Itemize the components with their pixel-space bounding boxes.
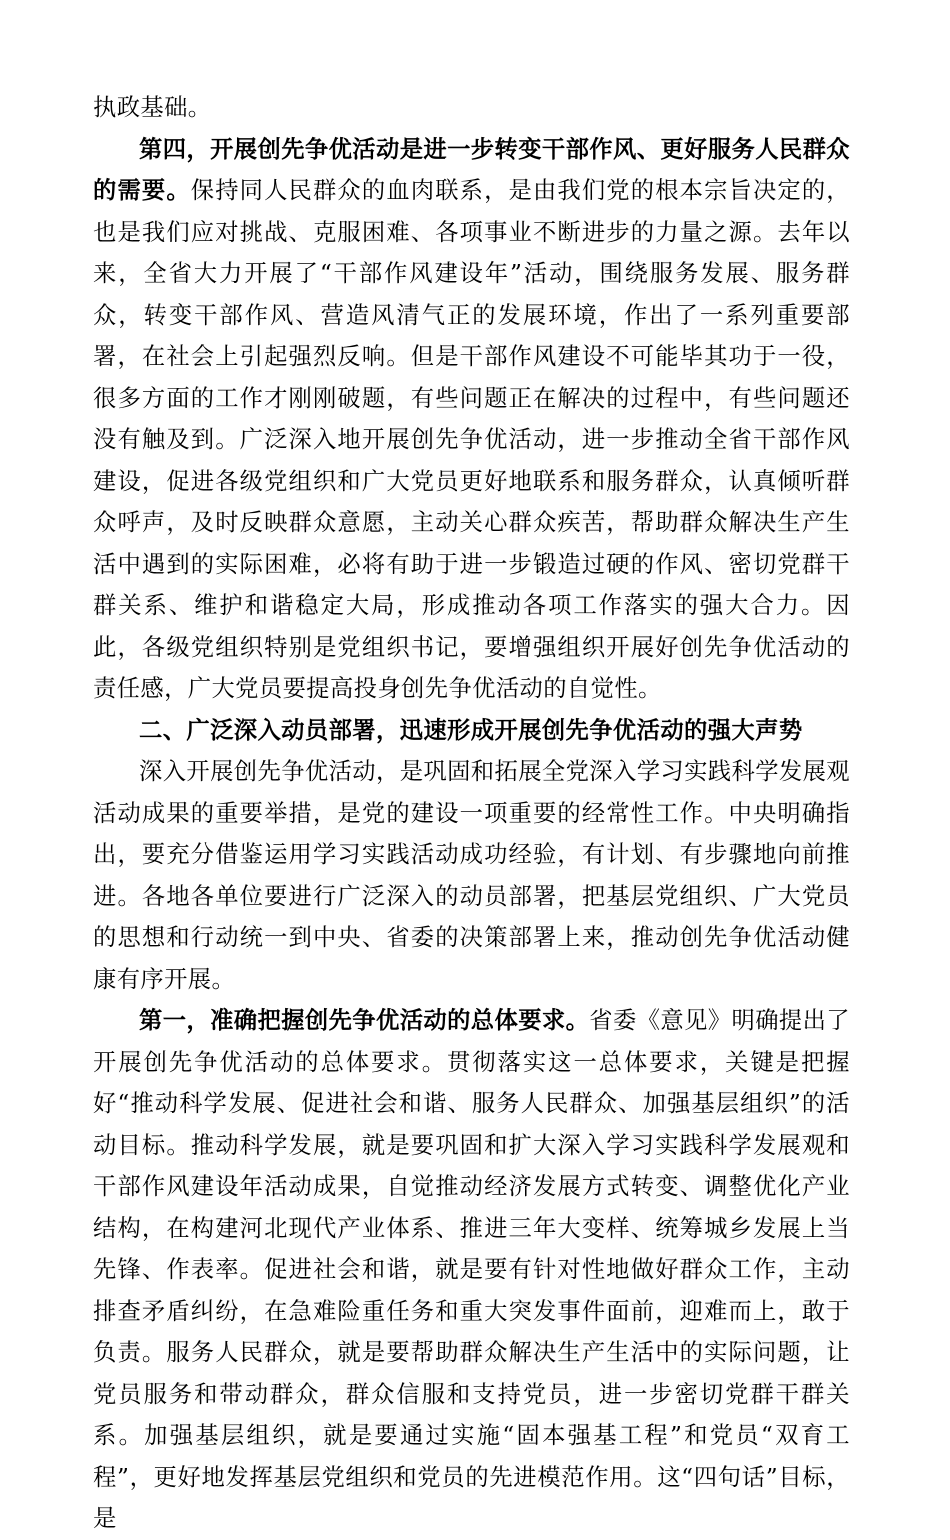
section-heading — [93, 710, 850, 752]
paragraph-mobilization — [93, 751, 850, 1000]
paragraph-text: 执政基础。 — [93, 94, 212, 121]
paragraph-lead: 第一，准确把握创先争优活动的总体要求。 — [139, 1007, 590, 1034]
paragraph-text: 省委《意见》明确提出了开展创先争优活动的总体要求。贯彻落实这一总体要求，关键是把握好“推动科学发展、促进社会和谐、服务人民群众、加强基层组织”的活动目标。推动科学发展，就是要巩固和扩大深入学习实践科学发展观和干部作风建设年活动成果，自觉推动经济发展方式转变、调整优化产业结构，在构建河北现代产业体系、推进三年大变样、统筹城乡发展上当先锋、作表率。促进社会和谐，就是要有针对性地做好群众工作，主动排查矛盾纠纷，在急难险重任务和重大突发事件面前，迎难而上，敢于负责。服务人民群众，就是要帮助群众解决生产生活中的实际问题，让党员服务和带动群众，群众信服和支持党员，进一步密切党群干群关系。加强基层组织，就是要通过实施“固本强基工程”和党员“双育工程”，更好地发挥基层党组织和党员的先进模范作用。这“四句话”目标，是 — [93, 1007, 850, 1532]
paragraph-fourth-point — [93, 129, 850, 710]
paragraph-lead: 第四，开展创先争优活动是进一步转变干部作风、更好服务人民群众的需要。 — [93, 135, 850, 204]
paragraph-first-point — [93, 1000, 850, 1540]
section-heading-text: 二、广泛深入动员部署，迅速形成开展创先争优活动的强大声势 — [139, 716, 803, 744]
paragraph-continuation — [93, 87, 850, 129]
paragraph-text: 保持同人民群众的血肉联系，是由我们党的根本宗旨决定的，也是我们应对挑战、克服困难、各项事业不断进步的力量之源。去年以来，全省大力开展了“干部作风建设年”活动，围绕服务发展、服务群众，转变干部作风、营造风清气正的发展环境，作出了一系列重要部署，在社会上引起强烈反响。但是干部作风建设不可能毕其功于一役，很多方面的工作才刚刚破题，有些问题正在解决的过程中，有些问题还没有触及到。广泛深入地开展创先争优活动，进一步推动全省干部作风建设，促进各级党组织和广大党员更好地联系和服务群众，认真倾听群众呼声，及时反映群众意愿，主动关心群众疾苦，帮助群众解决生产生活中遇到的实际困难，必将有助于进一步锻造过硬的作风、密切党群干群关系、维护和谐稳定大局，形成推动各项工作落实的强大合力。因此，各级党组织特别是党组织书记，要增强组织开展好创先争优活动的责任感，广大党员要提高投身创先争优活动的自觉性。 — [93, 177, 850, 702]
paragraph-text: 深入开展创先争优活动，是巩固和拓展全党深入学习实践科学发展观活动成果的重要举措，是党的建设一项重要的经常性工作。中央明确指出，要充分借鉴运用学习实践活动成功经验，有计划、有步骤地向前推进。各地各单位要进行广泛深入的动员部署，把基层党组织、广大党员的思想和行动统一到中央、省委的决策部署上来，推动创先争优活动健康有序开展。 — [93, 758, 850, 993]
